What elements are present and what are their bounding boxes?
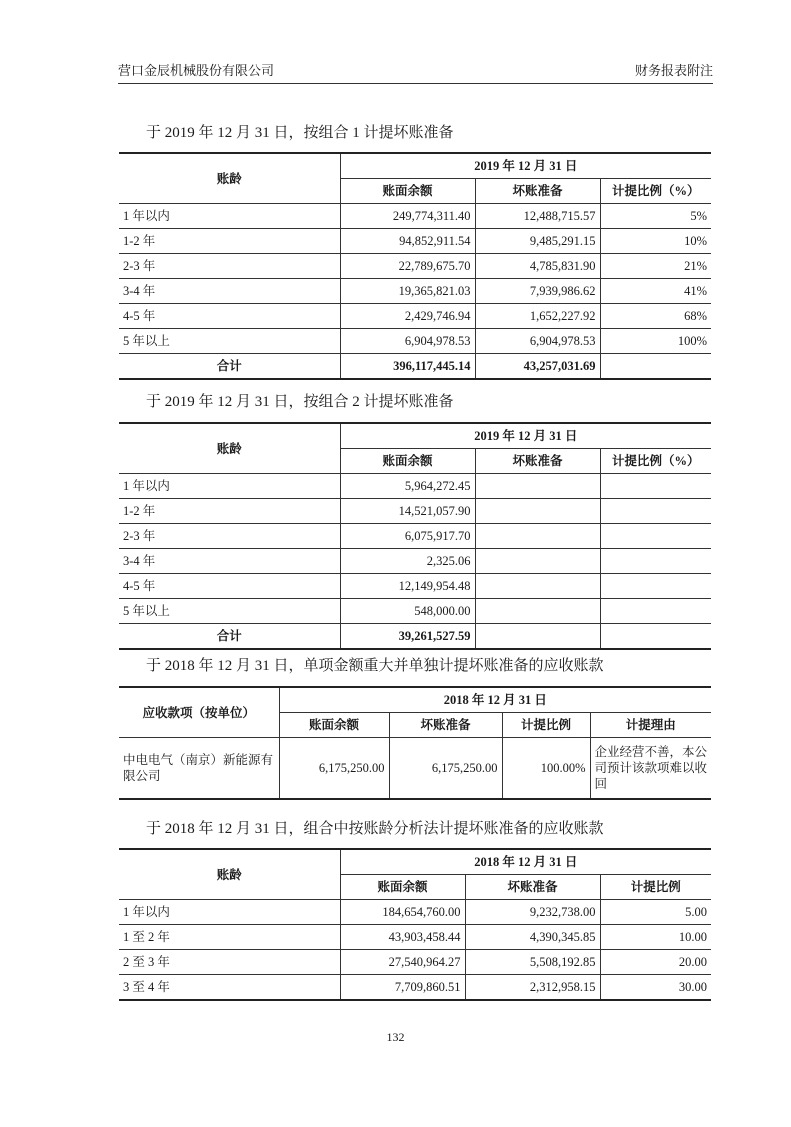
table4-header-period: 2018 年 12 月 31 日 bbox=[340, 849, 711, 875]
table4-caption: 于 2018 年 12 月 31 日，组合中按账龄分析法计提坏账准备的应收账款 bbox=[146, 821, 604, 837]
ratio-cell: 21% bbox=[600, 254, 711, 279]
bad-debt-cell: 2,312,958.15 bbox=[465, 975, 600, 1001]
table-row bbox=[119, 950, 711, 975]
ratio-cell bbox=[600, 599, 711, 624]
table4-col-bad-debt: 坏账准备 bbox=[465, 875, 600, 900]
table-row bbox=[119, 204, 711, 229]
bad-debt-cell: 4,785,831.90 bbox=[475, 254, 600, 279]
bad-debt-cell: 4,390,345.85 bbox=[465, 925, 600, 950]
balance-cell: 27,540,964.27 bbox=[340, 950, 465, 975]
aging-cell: 1 至 2 年 bbox=[119, 925, 340, 950]
table-row bbox=[119, 925, 711, 950]
balance-cell: 2,325.06 bbox=[340, 549, 475, 574]
bad-debt-cell bbox=[475, 499, 600, 524]
aging-cell: 1 年以内 bbox=[119, 474, 340, 499]
table2-col-bad-debt: 坏账准备 bbox=[475, 449, 600, 474]
bad-debt-cell bbox=[475, 549, 600, 574]
debtor-name-cell: 中电电气（南京）新能源有限公司 bbox=[119, 738, 279, 800]
balance-cell: 184,654,760.00 bbox=[340, 900, 465, 925]
aging-cell: 2 至 3 年 bbox=[119, 950, 340, 975]
ratio-cell: 68% bbox=[600, 304, 711, 329]
ratio-cell: 10% bbox=[600, 229, 711, 254]
balance-cell: 22,789,675.70 bbox=[340, 254, 475, 279]
aging-cell: 2-3 年 bbox=[119, 254, 340, 279]
aging-cell: 1-2 年 bbox=[119, 499, 340, 524]
total-balance: 396,117,445.14 bbox=[340, 354, 475, 380]
balance-cell: 7,709,860.51 bbox=[340, 975, 465, 1001]
balance-cell: 6,075,917.70 bbox=[340, 524, 475, 549]
aging-cell: 2-3 年 bbox=[119, 524, 340, 549]
table2-col-book-balance: 账面余额 bbox=[340, 449, 475, 474]
balance-cell: 94,852,911.54 bbox=[340, 229, 475, 254]
balance-cell: 6,175,250.00 bbox=[279, 738, 389, 800]
table-row bbox=[119, 975, 711, 1001]
table3-col-book-balance: 账面余额 bbox=[279, 713, 389, 738]
table-row bbox=[119, 229, 711, 254]
bad-debt-cell: 6,904,978.53 bbox=[475, 329, 600, 354]
balance-cell: 2,429,746.94 bbox=[340, 304, 475, 329]
table1-col-book-balance: 账面余额 bbox=[340, 179, 475, 204]
table3-individual-bad-debt bbox=[119, 686, 711, 800]
bad-debt-cell bbox=[475, 574, 600, 599]
table4-col-ratio: 计提比例 bbox=[600, 875, 711, 900]
bad-debt-cell bbox=[475, 474, 600, 499]
aging-cell: 5 年以上 bbox=[119, 599, 340, 624]
bad-debt-cell: 5,508,192.85 bbox=[465, 950, 600, 975]
aging-cell: 1 年以内 bbox=[119, 204, 340, 229]
table1-header-aging: 账龄 bbox=[119, 153, 340, 204]
ratio-cell bbox=[600, 474, 711, 499]
bad-debt-cell: 9,232,738.00 bbox=[465, 900, 600, 925]
total-row bbox=[119, 624, 711, 650]
ratio-cell bbox=[600, 524, 711, 549]
reason-cell: 企业经营不善，本公司预计该款项难以收回 bbox=[590, 738, 711, 800]
aging-cell: 1 年以内 bbox=[119, 900, 340, 925]
table1-header-period: 2019 年 12 月 31 日 bbox=[340, 153, 711, 179]
ratio-cell: 30.00 bbox=[600, 975, 711, 1001]
table-row bbox=[119, 524, 711, 549]
table2-caption: 于 2019 年 12 月 31 日，按组合 2 计提坏账准备 bbox=[146, 394, 454, 410]
table-row bbox=[119, 499, 711, 524]
table1-col-ratio: 计提比例（%） bbox=[600, 179, 711, 204]
ratio-cell: 100% bbox=[600, 329, 711, 354]
page-number: 132 bbox=[386, 1030, 405, 1044]
aging-cell: 3-4 年 bbox=[119, 549, 340, 574]
table-row bbox=[119, 574, 711, 599]
balance-cell: 43,903,458.44 bbox=[340, 925, 465, 950]
ratio-cell bbox=[600, 574, 711, 599]
bad-debt-cell bbox=[475, 599, 600, 624]
bad-debt-cell: 9,485,291.15 bbox=[475, 229, 600, 254]
balance-cell: 14,521,057.90 bbox=[340, 499, 475, 524]
table3-col-bad-debt: 坏账准备 bbox=[389, 713, 502, 738]
table2-group2-bad-debt bbox=[119, 422, 711, 650]
table4-header-aging: 账龄 bbox=[119, 849, 340, 900]
table4-aging-bad-debt bbox=[119, 848, 711, 1001]
table-row bbox=[119, 738, 711, 800]
ratio-cell: 20.00 bbox=[600, 950, 711, 975]
table3-caption: 于 2018 年 12 月 31 日，单项金额重大并单独计提坏账准备的应收账款 bbox=[146, 658, 604, 674]
ratio-cell: 5.00 bbox=[600, 900, 711, 925]
bad-debt-cell: 1,652,227.92 bbox=[475, 304, 600, 329]
bad-debt-cell bbox=[475, 524, 600, 549]
ratio-cell bbox=[600, 499, 711, 524]
aging-cell: 5 年以上 bbox=[119, 329, 340, 354]
table-row bbox=[119, 900, 711, 925]
table-row bbox=[119, 279, 711, 304]
table-row bbox=[119, 599, 711, 624]
company-name: 营口金辰机械股份有限公司 bbox=[118, 63, 275, 78]
table2-col-ratio: 计提比例（%） bbox=[600, 449, 711, 474]
total-ratio bbox=[600, 624, 711, 650]
bad-debt-cell: 12,488,715.57 bbox=[475, 204, 600, 229]
aging-cell: 1-2 年 bbox=[119, 229, 340, 254]
balance-cell: 548,000.00 bbox=[340, 599, 475, 624]
total-bad-debt: 43,257,031.69 bbox=[475, 354, 600, 380]
aging-cell: 3 至 4 年 bbox=[119, 975, 340, 1001]
balance-cell: 249,774,311.40 bbox=[340, 204, 475, 229]
ratio-cell: 100.00% bbox=[502, 738, 590, 800]
table1-caption: 于 2019 年 12 月 31 日，按组合 1 计提坏账准备 bbox=[146, 125, 454, 141]
ratio-cell: 5% bbox=[600, 204, 711, 229]
table3-header-period: 2018 年 12 月 31 日 bbox=[279, 687, 711, 713]
aging-cell: 4-5 年 bbox=[119, 304, 340, 329]
table1-group1-bad-debt bbox=[119, 152, 711, 380]
aging-cell: 4-5 年 bbox=[119, 574, 340, 599]
table3-col-reason: 计提理由 bbox=[590, 713, 711, 738]
bad-debt-cell: 7,939,986.62 bbox=[475, 279, 600, 304]
ratio-cell: 41% bbox=[600, 279, 711, 304]
ratio-cell: 10.00 bbox=[600, 925, 711, 950]
table-row bbox=[119, 304, 711, 329]
balance-cell: 5,964,272.45 bbox=[340, 474, 475, 499]
total-row bbox=[119, 354, 711, 380]
ratio-cell bbox=[600, 549, 711, 574]
total-balance: 39,261,527.59 bbox=[340, 624, 475, 650]
total-ratio bbox=[600, 354, 711, 380]
header-divider bbox=[118, 83, 713, 84]
section-title: 财务报表附注 bbox=[634, 63, 713, 78]
table-row bbox=[119, 329, 711, 354]
table1-col-bad-debt: 坏账准备 bbox=[475, 179, 600, 204]
total-label: 合计 bbox=[119, 624, 340, 650]
bad-debt-cell: 6,175,250.00 bbox=[389, 738, 502, 800]
balance-cell: 6,904,978.53 bbox=[340, 329, 475, 354]
table-row bbox=[119, 549, 711, 574]
table4-col-book-balance: 账面余额 bbox=[340, 875, 465, 900]
balance-cell: 12,149,954.48 bbox=[340, 574, 475, 599]
total-bad-debt bbox=[475, 624, 600, 650]
table2-header-aging: 账龄 bbox=[119, 423, 340, 474]
aging-cell: 3-4 年 bbox=[119, 279, 340, 304]
table3-header-unit: 应收款项（按单位） bbox=[119, 687, 279, 738]
table3-col-ratio: 计提比例 bbox=[502, 713, 590, 738]
balance-cell: 19,365,821.03 bbox=[340, 279, 475, 304]
table-row bbox=[119, 474, 711, 499]
table-row bbox=[119, 254, 711, 279]
table2-header-period: 2019 年 12 月 31 日 bbox=[340, 423, 711, 449]
total-label: 合计 bbox=[119, 354, 340, 380]
